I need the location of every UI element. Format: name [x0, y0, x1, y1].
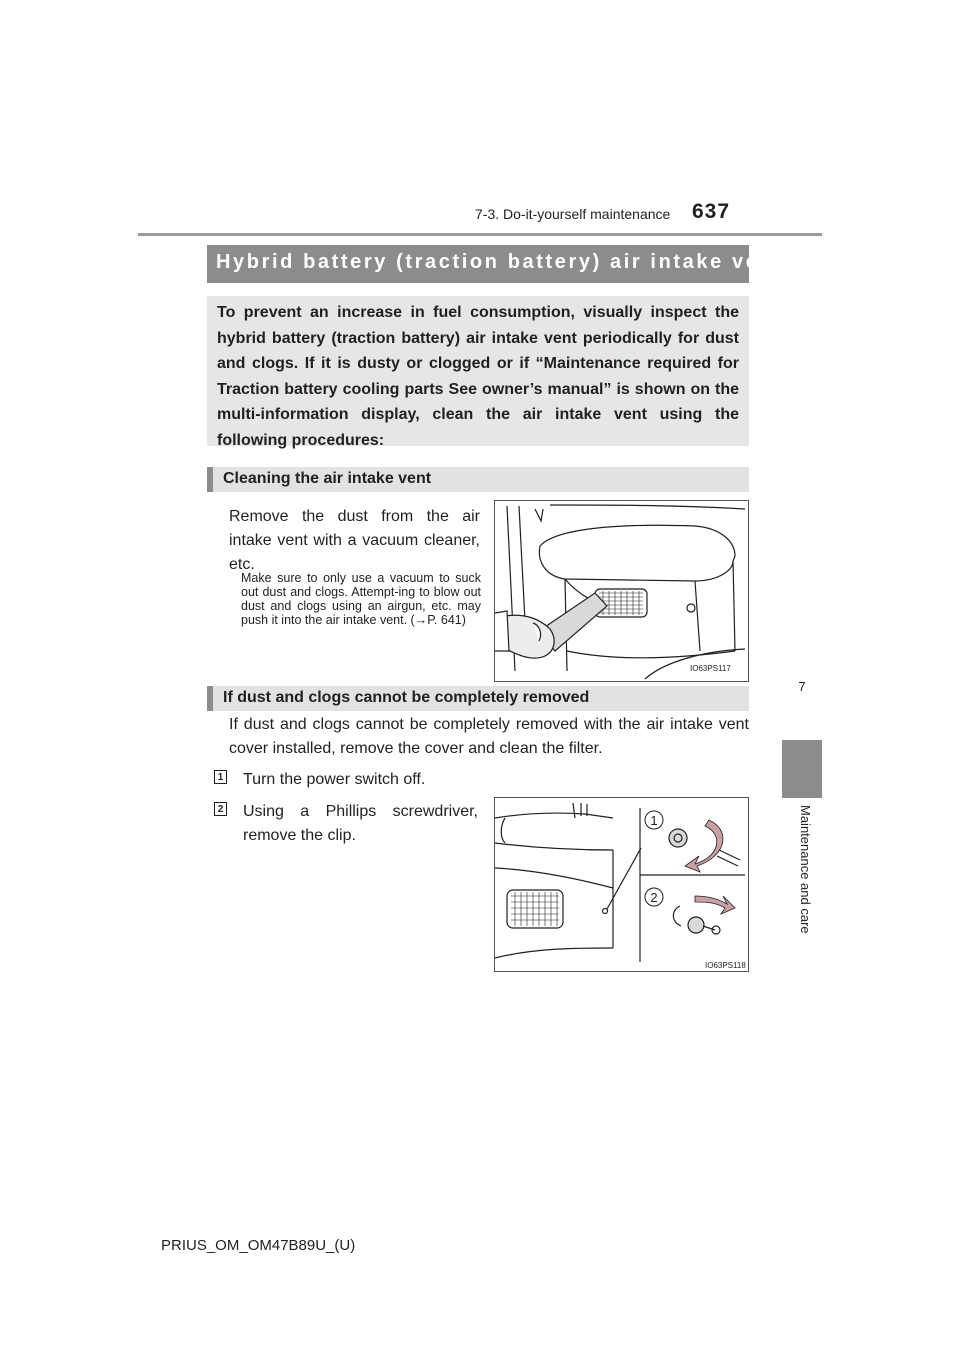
- subheading-text: If dust and clogs cannot be completely removed: [223, 689, 590, 706]
- page-number: 637: [692, 200, 731, 223]
- chapter-tab: [782, 740, 822, 798]
- figure-code: IO63PS117: [690, 664, 731, 673]
- document-code: PRIUS_OM_OM47B89U_(U): [161, 1237, 356, 1254]
- subheading-cleaning: [207, 467, 749, 492]
- subheading-marker: [207, 686, 213, 711]
- not-removed-text: If dust and clogs cannot be completely removed with the air intake vent cover installed, remove the cover and clean the filter.: [229, 716, 749, 757]
- chapter-number: 7: [798, 679, 806, 694]
- step-number: 2: [214, 802, 227, 816]
- subheading-not-removed: [207, 686, 749, 711]
- header-rule: [138, 233, 822, 236]
- chapter-label: Maintenance and care: [798, 805, 813, 934]
- step-text: Turn the power switch off.: [243, 771, 426, 788]
- clip-drawing: [495, 798, 748, 971]
- vacuum-illustration: [494, 500, 749, 682]
- clip-removal-illustration: [494, 797, 749, 972]
- figure-code: IO63PS118: [705, 961, 746, 970]
- vacuum-drawing: [495, 501, 748, 681]
- vacuum-note: Make sure to only use a vacuum to suck out dust and clogs. Attempt-ing to blow out dust and clogs using an airgun, etc. may push it into the air intake vent. (→P. 641): [241, 571, 481, 627]
- callout-2: 2: [650, 890, 658, 905]
- subheading-marker: [207, 467, 213, 492]
- subheading-text: Cleaning the air intake vent: [223, 470, 432, 487]
- intro-text: To prevent an increase in fuel consumption, visually inspect the hybrid battery (traction battery) air intake vent periodically for dust and clogs. If it is dusty or clogged or if “Maintenance required for Traction battery cooling parts See owner’s manual” is shown on the multi-information display, clean the air intake vent using the following procedures:: [217, 304, 739, 449]
- remove-dust-text: Remove the dust from the air intake vent with a vacuum cleaner, etc.: [229, 508, 480, 573]
- step-number: 1: [214, 770, 227, 784]
- section-header: 7-3. Do-it-yourself maintenance: [475, 206, 671, 222]
- step-text: Using a Phillips screwdriver, remove the clip.: [243, 803, 478, 844]
- callout-1: 1: [650, 813, 658, 828]
- page-title: Hybrid battery (traction battery) air intake vent: [216, 251, 784, 273]
